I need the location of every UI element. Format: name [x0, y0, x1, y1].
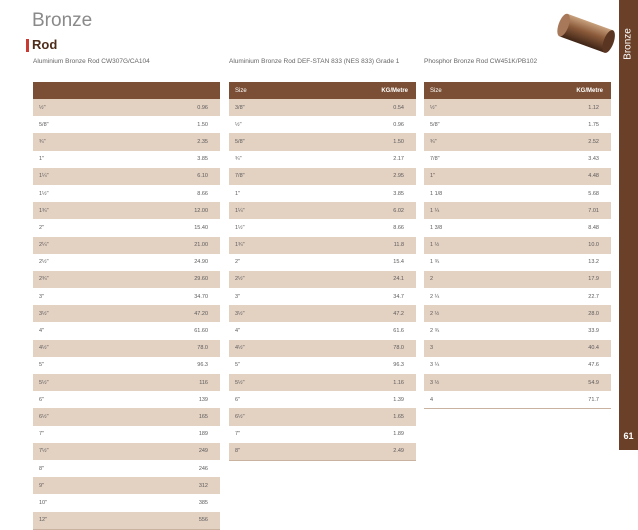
page-number: 61	[623, 431, 634, 441]
table-row	[33, 408, 220, 425]
weight-cell: 54.9	[588, 379, 599, 386]
table-row	[229, 322, 416, 339]
weight-cell: 28.0	[588, 310, 599, 317]
size-cell: 3½"	[235, 310, 245, 317]
weight-cell: 13.2	[588, 259, 599, 266]
table-row	[229, 151, 416, 168]
table-row	[229, 288, 416, 305]
weight-cell: 96.3	[197, 362, 208, 369]
weight-cell: 1.89	[393, 431, 404, 438]
table-row	[424, 237, 611, 254]
weight-cell: 3.85	[393, 190, 404, 197]
table-title: Phosphor Bronze Rod CW451K/PB102	[424, 58, 538, 65]
table-row	[229, 133, 416, 150]
size-cell: 3"	[235, 293, 241, 300]
weight-cell: 1.50	[393, 138, 404, 145]
table-row	[424, 357, 611, 374]
weight-cell: 78.0	[197, 345, 208, 352]
side-tab-label: Bronze	[622, 28, 634, 60]
table-row	[229, 254, 416, 271]
weight-cell: 2.17	[393, 156, 404, 163]
weight-cell: 33.9	[588, 328, 599, 335]
size-cell: 5½"	[39, 379, 49, 386]
table-row	[424, 185, 611, 202]
weight-cell: 5.68	[588, 190, 599, 197]
weight-cell: 1.16	[393, 379, 404, 386]
size-cell: 3½"	[39, 310, 49, 317]
weight-cell: 116	[199, 379, 208, 386]
size-cell: 3	[430, 345, 434, 352]
table-row	[229, 219, 416, 236]
table-row	[33, 219, 220, 236]
table-row	[229, 426, 416, 443]
weight-cell: 10.0	[588, 242, 599, 249]
weight-cell: 1.50	[197, 121, 208, 128]
table-row	[33, 322, 220, 339]
size-cell: 1¼"	[39, 173, 49, 180]
size-cell: 2¾"	[39, 276, 49, 283]
table-body	[424, 99, 611, 409]
table-row	[229, 443, 416, 460]
table-row	[33, 340, 220, 357]
table-row	[424, 288, 611, 305]
table-row	[33, 443, 220, 460]
size-cell: 12"	[39, 517, 48, 524]
table-row	[229, 99, 416, 116]
weight-cell: 17.9	[588, 276, 599, 283]
table-row	[229, 237, 416, 254]
table-row	[229, 202, 416, 219]
size-cell: 5/8"	[235, 138, 245, 145]
size-cell: 7"	[39, 431, 45, 438]
weight-cell: 4.48	[588, 173, 599, 180]
size-cell: 1 1/8	[430, 190, 443, 197]
size-cell: 5/8"	[430, 121, 440, 128]
weight-cell: 0.96	[197, 104, 208, 111]
table-row	[424, 254, 611, 271]
table-row	[33, 460, 220, 477]
weight-cell: 139	[198, 396, 208, 403]
table-row	[229, 374, 416, 391]
table-row	[33, 374, 220, 391]
header-size: Size	[235, 87, 247, 94]
weight-cell: 1.75	[588, 121, 599, 128]
section-subtitle: Rod	[32, 37, 58, 52]
weight-cell: 2.52	[588, 138, 599, 145]
table-row	[229, 116, 416, 133]
weight-cell: 1.39	[393, 396, 404, 403]
size-cell: 4"	[39, 328, 45, 335]
weight-cell: 34.7	[393, 293, 404, 300]
size-cell: 1 ½	[430, 242, 440, 249]
weight-cell: 246	[198, 465, 208, 472]
table-row	[424, 391, 611, 408]
size-cell: 6"	[39, 396, 45, 403]
size-cell: 2	[430, 276, 434, 283]
table-row	[229, 271, 416, 288]
table-row	[33, 237, 220, 254]
size-cell: 1¾"	[235, 242, 245, 249]
size-cell: 7/8"	[430, 156, 440, 163]
weight-cell: 1.12	[588, 104, 599, 111]
size-cell: 6½"	[39, 413, 49, 420]
table-row	[33, 426, 220, 443]
table-header	[229, 82, 416, 99]
weight-cell: 2.35	[197, 138, 208, 145]
weight-cell: 0.54	[393, 104, 404, 111]
table-row	[229, 408, 416, 425]
size-cell: 5½"	[235, 379, 245, 386]
weight-cell: 3.43	[588, 156, 599, 163]
weight-cell: 61.60	[194, 328, 208, 335]
weight-cell: 6.10	[197, 173, 208, 180]
size-cell: 7½"	[39, 448, 49, 455]
size-cell: 1 ¼	[430, 207, 440, 214]
weight-cell: 165	[198, 413, 208, 420]
size-cell: 8"	[39, 465, 45, 472]
table-row	[33, 494, 220, 511]
size-cell: 3/8"	[235, 104, 245, 111]
size-cell: 1½"	[235, 224, 245, 231]
table-row	[33, 99, 220, 116]
size-cell: 4	[430, 396, 434, 403]
table-row	[33, 357, 220, 374]
table-row	[424, 219, 611, 236]
weight-cell: 12.00	[194, 207, 208, 214]
weight-cell: 21.00	[194, 242, 208, 249]
size-cell: ¾"	[235, 156, 242, 163]
weight-cell: 96.3	[393, 362, 404, 369]
weight-cell: 0.96	[393, 121, 404, 128]
weight-cell: 15.4	[393, 259, 404, 266]
size-cell: ¾"	[430, 138, 437, 145]
table-row	[33, 116, 220, 133]
size-cell: 5"	[39, 362, 45, 369]
table-row	[33, 168, 220, 185]
size-cell: 9"	[39, 482, 45, 489]
size-cell: 1¼"	[235, 207, 245, 214]
table-phosphor-bronze-cw451k	[424, 58, 611, 409]
weight-cell: 61.6	[393, 328, 404, 335]
table-title: Aluminium Bronze Rod DEF-STAN 833 (NES 833) Grade 1	[229, 58, 400, 65]
size-cell: 4½"	[235, 345, 245, 352]
table-row	[424, 168, 611, 185]
header-size: Size	[430, 87, 442, 94]
table-aluminium-bronze-defstan833	[229, 58, 416, 461]
size-cell: 2½"	[39, 259, 49, 266]
size-cell: 1"	[235, 190, 241, 197]
size-cell: 3 ½	[430, 379, 440, 386]
table-row	[33, 477, 220, 494]
size-cell: 2"	[235, 259, 241, 266]
weight-cell: 8.66	[393, 224, 404, 231]
size-cell: 1½"	[39, 190, 49, 197]
bronze-rod-image	[556, 12, 620, 56]
size-cell: ½"	[39, 104, 46, 111]
table-row	[33, 512, 220, 529]
table-row	[424, 151, 611, 168]
table-row	[229, 391, 416, 408]
weight-cell: 8.48	[588, 224, 599, 231]
table-row	[229, 357, 416, 374]
size-cell: 2 ¾	[430, 328, 440, 335]
weight-cell: 6.02	[393, 207, 404, 214]
size-cell: 6"	[235, 396, 241, 403]
weight-cell: 7.01	[588, 207, 599, 214]
table-row	[229, 340, 416, 357]
size-cell: 8"	[235, 448, 241, 455]
weight-cell: 3.85	[197, 156, 208, 163]
size-cell: 7/8"	[235, 173, 245, 180]
table-row	[33, 133, 220, 150]
weight-cell: 47.6	[588, 362, 599, 369]
header-kg-metre: KG/Metre	[381, 87, 408, 94]
table-row	[33, 185, 220, 202]
table-row	[229, 185, 416, 202]
table-header	[424, 82, 611, 99]
weight-cell: 15.40	[194, 224, 208, 231]
size-cell: ¾"	[39, 138, 46, 145]
weight-cell: 312	[198, 482, 208, 489]
size-cell: 5/8"	[39, 121, 49, 128]
weight-cell: 29.60	[194, 276, 208, 283]
size-cell: 1 3/8	[430, 224, 443, 231]
weight-cell: 2.95	[393, 173, 404, 180]
header-kg-metre: KG/Metre	[576, 87, 603, 94]
weight-cell: 2.49	[393, 448, 404, 455]
weight-cell: 71.7	[588, 396, 599, 403]
table-row	[229, 305, 416, 322]
size-cell: 2 ½	[430, 310, 440, 317]
size-cell: 1¾"	[39, 207, 49, 214]
table-row	[33, 305, 220, 322]
table-row	[229, 168, 416, 185]
weight-cell: 47.20	[194, 310, 208, 317]
table-row	[424, 133, 611, 150]
weight-cell: 40.4	[588, 345, 599, 352]
weight-cell: 47.2	[393, 310, 404, 317]
weight-cell: 189	[198, 431, 208, 438]
table-row	[33, 151, 220, 168]
side-tab	[619, 0, 638, 450]
weight-cell: 8.66	[197, 190, 208, 197]
size-cell: 2¼"	[39, 242, 49, 249]
table-row	[424, 202, 611, 219]
table-aluminium-bronze-cw307g	[33, 58, 220, 530]
table-header	[33, 82, 220, 99]
weight-cell: 1.65	[393, 413, 404, 420]
size-cell: 3"	[39, 293, 45, 300]
size-cell: 1 ¾	[430, 259, 440, 266]
size-cell: 4½"	[39, 345, 49, 352]
table-row	[424, 99, 611, 116]
table-row	[33, 271, 220, 288]
size-cell: 2 ¼	[430, 293, 440, 300]
size-cell: 2"	[39, 224, 45, 231]
table-body	[229, 99, 416, 461]
size-cell: 4"	[235, 328, 241, 335]
size-cell: ½"	[235, 121, 242, 128]
table-row	[33, 288, 220, 305]
size-cell: 6½"	[235, 413, 245, 420]
weight-cell: 78.0	[393, 345, 404, 352]
size-cell: 3 ¼	[430, 362, 440, 369]
page-title: Bronze	[32, 10, 93, 31]
table-title: Aluminium Bronze Rod CW307G/CA104	[33, 58, 150, 65]
table-body	[33, 99, 220, 530]
size-cell: 1"	[430, 173, 436, 180]
weight-cell: 556	[198, 517, 208, 524]
table-row	[33, 202, 220, 219]
weight-cell: 22.7	[588, 293, 599, 300]
table-row	[424, 305, 611, 322]
table-row	[33, 254, 220, 271]
table-row	[424, 322, 611, 339]
weight-cell: 385	[198, 499, 208, 506]
table-row	[424, 340, 611, 357]
table-row	[424, 271, 611, 288]
table-row	[33, 391, 220, 408]
size-cell: 7"	[235, 431, 241, 438]
size-cell: ½"	[430, 104, 437, 111]
weight-cell: 11.8	[393, 242, 404, 249]
weight-cell: 24.1	[393, 276, 404, 283]
weight-cell: 34.70	[194, 293, 208, 300]
size-cell: 1"	[39, 156, 45, 163]
weight-cell: 24.90	[194, 259, 208, 266]
weight-cell: 249	[198, 448, 208, 455]
size-cell: 10"	[39, 499, 48, 506]
size-cell: 2½"	[235, 276, 245, 283]
size-cell: 5"	[235, 362, 241, 369]
table-row	[424, 116, 611, 133]
table-row	[424, 374, 611, 391]
